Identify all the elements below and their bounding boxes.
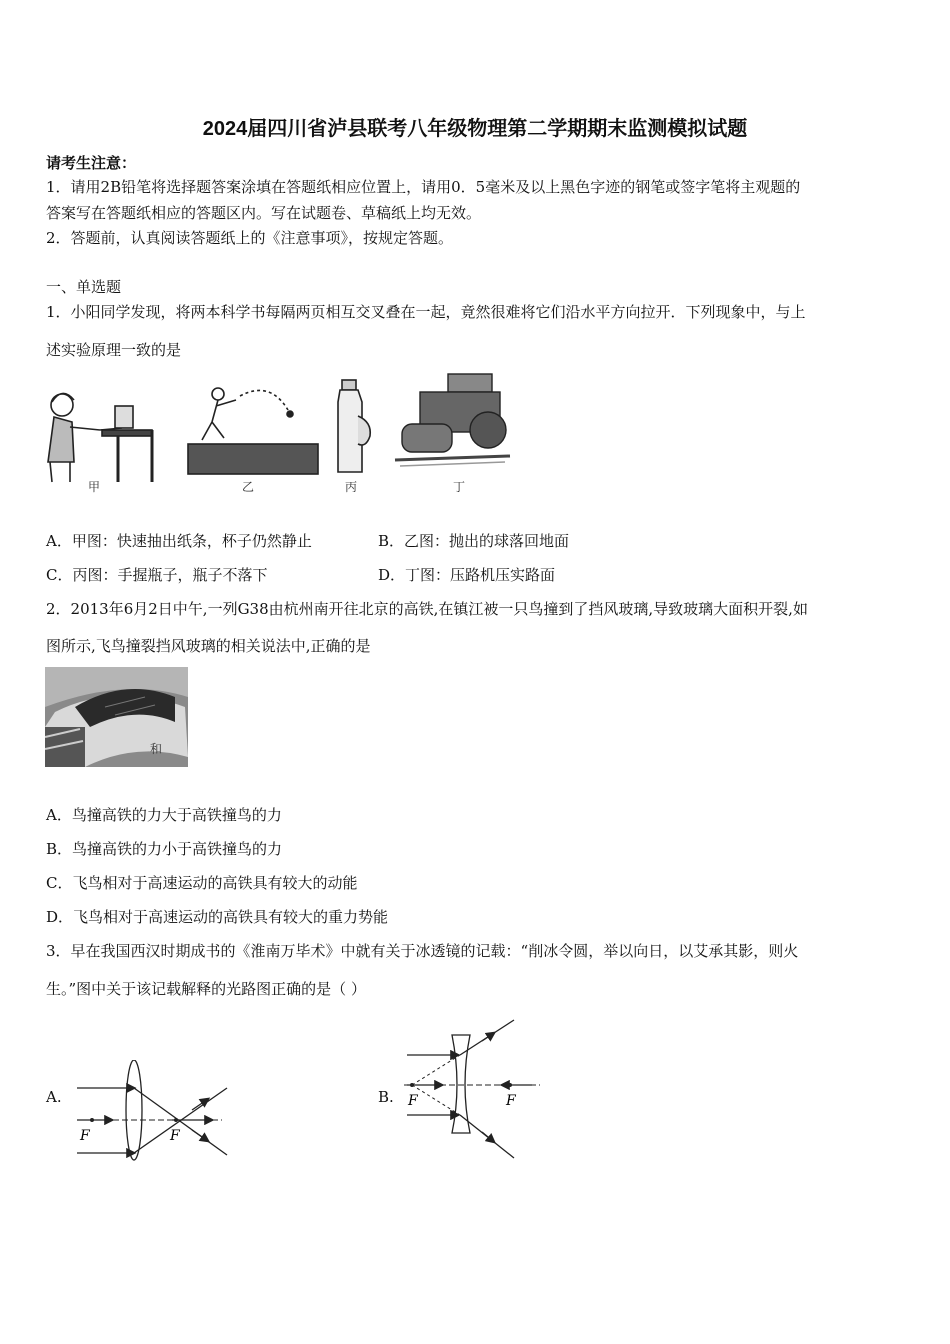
q2-stem-line2: 图所示,飞鸟撞裂挡风玻璃的相关说法中,正确的是 xyxy=(46,637,371,655)
notice-line-2: 2．答题前，认真阅读答题纸上的《注意事项》，按规定答题。 xyxy=(46,229,454,247)
q1-caption-jia: 甲 xyxy=(88,480,101,494)
q1-stem-line2: 述实验原理一致的是 xyxy=(46,341,182,359)
q1-stem-line1: 1．小阳同学发现，将两本科学书每隔两页相互交叉叠在一起，竟然很难将它们沿水平方向拉开．下列现象中，与上 xyxy=(46,303,806,321)
notice-line-1a: 1．请用2B铅笔将选择题答案涂填在答题纸相应位置上，请用0．5毫米及以上黑色字迹的钢笔或签字笔将主观题的 xyxy=(46,178,801,196)
q3-diagram-a xyxy=(72,1060,237,1175)
notice-heading: 请考生注意： xyxy=(46,154,137,172)
q3-b-focus-right: F xyxy=(506,1093,516,1109)
q2-option-c: C．飞鸟相对于高速运动的高铁具有较大的动能 xyxy=(46,874,358,892)
figure-jia-illustration xyxy=(48,393,152,482)
q1-figures xyxy=(40,372,520,497)
q3-option-b-label: B. xyxy=(378,1088,394,1106)
q2-option-b: B．鸟撞高铁的力小于高铁撞鸟的力 xyxy=(46,840,283,858)
q2-stem-line1: 2．2013年6月2日中午,一列G38由杭州南开往北京的高铁,在镇江被一只鸟撞到了挡风玻璃,导致玻璃大面积开裂,如 xyxy=(46,600,808,618)
q1-option-d: D．丁图：压路机压实路面 xyxy=(378,566,556,584)
q3-diagram-b xyxy=(402,1015,542,1163)
q1-option-b: B．乙图：抛出的球落回地面 xyxy=(378,532,570,550)
page-title: 2024届四川省泸县联考八年级物理第二学期期末监测模拟试题 xyxy=(202,118,748,140)
q2-train-photo xyxy=(45,667,188,767)
q3-b-focus-left: F xyxy=(408,1093,418,1109)
q1-caption-ding: 丁 xyxy=(453,480,466,494)
figure-ding-illustration xyxy=(395,374,510,466)
q3-a-focus-right: F xyxy=(170,1128,180,1144)
figure-yi-illustration xyxy=(188,388,318,474)
q2-photo-text: 和 xyxy=(150,742,163,756)
q1-caption-yi: 乙 xyxy=(242,480,255,494)
q1-option-c: C．丙图：手握瓶子，瓶子不落下 xyxy=(46,566,268,584)
q3-option-a-label: A. xyxy=(46,1088,62,1106)
q3-stem-line1: 3．早在我国西汉时期成书的《淮南万毕术》中就有关于冰透镜的记载：“削冰令圆，举以向日，以艾承其影，则火 xyxy=(46,942,799,960)
q3-a-focus-left: F xyxy=(80,1128,90,1144)
q1-caption-bing: 丙 xyxy=(345,480,358,494)
q3-stem-line2: 生。”图中关于该记载解释的光路图正确的是（ ） xyxy=(46,980,366,998)
q1-option-a: A．甲图：快速抽出纸条，杯子仍然静止 xyxy=(46,532,312,550)
figure-bing-illustration xyxy=(338,380,370,472)
section-heading: 一、单选题 xyxy=(46,278,122,296)
q2-option-a: A．鸟撞高铁的力大于高铁撞鸟的力 xyxy=(46,806,282,824)
q2-option-d: D．飞鸟相对于高速运动的高铁具有较大的重力势能 xyxy=(46,908,389,926)
notice-line-1b: 答案写在答题纸相应的答题区内。写在试题卷、草稿纸上均无效。 xyxy=(46,204,482,222)
